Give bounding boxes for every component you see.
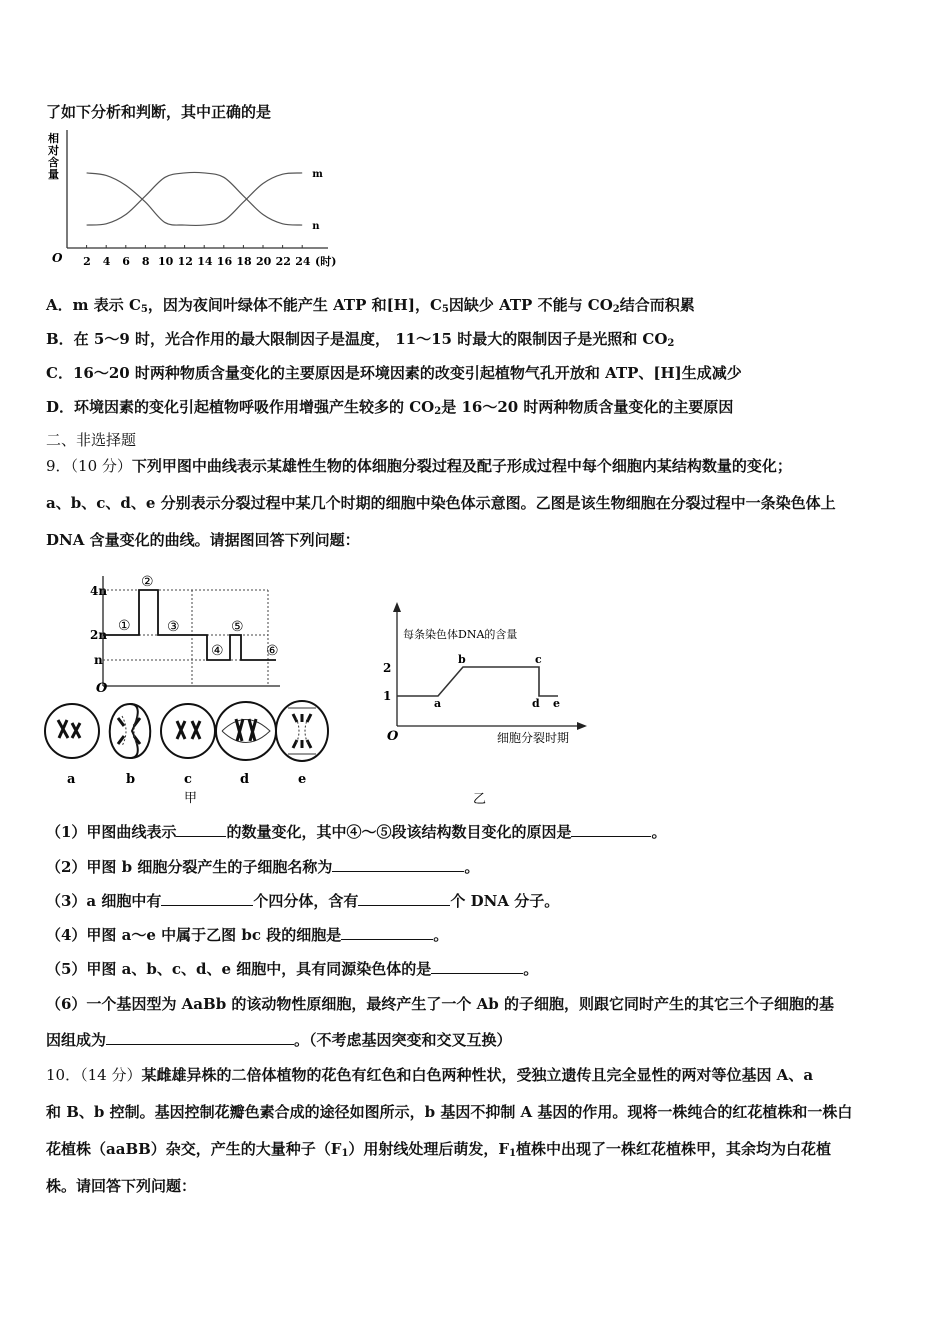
stage-4: ④ xyxy=(211,643,224,659)
yi-caption: 乙 xyxy=(473,792,487,807)
q9-sub4: （4）甲图 a～e 中属于乙图 bc 段的细胞是 。 xyxy=(46,926,449,944)
cell-e-label: e xyxy=(298,772,307,787)
stage-6: ⑥ xyxy=(266,643,279,659)
jia-ylabel-2n: 2n xyxy=(90,628,108,642)
x-tick-label: 2 xyxy=(83,255,91,268)
cell-c xyxy=(161,704,215,758)
chart-ylabel-2: 对 xyxy=(48,144,59,157)
origin-label: O xyxy=(52,251,63,265)
q9-sub6-line1: （6）一个基因型为 AaBb 的该动物性原细胞，最终产生了一个 Ab 的子细胞，则跟它同时产生的其它三个子细胞的基 xyxy=(46,995,834,1013)
cell-d-label: d xyxy=(240,772,250,787)
figure-jia xyxy=(40,568,340,808)
stage-5: ⑤ xyxy=(231,619,244,635)
x-tick-label: 16 xyxy=(216,255,233,268)
series-n-label: n xyxy=(312,221,320,233)
section-title: 二、非选择题 xyxy=(46,431,137,449)
x-tick-label: 12 xyxy=(177,255,193,268)
option-b: B．在 5～9 时，光合作用的最大限制因子是温度， 11～15 时最大的限制因子是光照和 $CO_2$ xyxy=(46,330,675,349)
q9-sub1: （1）甲图曲线表示 的数量变化，其中④～⑤段该结构数目变化的原因是 。 xyxy=(46,823,667,841)
option-d: D．环境因素的变化引起植物呼吸作用增强产生较多的 $CO_2$是 16～20 时两种物质含量变化的主要原因 xyxy=(46,398,734,417)
yi-origin: O xyxy=(387,729,399,744)
x-tick-label: 4 xyxy=(102,255,111,268)
yi-point-d: d xyxy=(532,697,540,710)
stage-2: ② xyxy=(141,574,154,590)
x-axis-label: (时) xyxy=(315,255,337,268)
jia-origin: O xyxy=(96,681,108,696)
x-tick-label: 24 xyxy=(295,255,311,268)
q9-line-3: DNA 含量变化的曲线。请据图回答下列问题： xyxy=(46,531,360,549)
yi-point-c: c xyxy=(535,653,542,666)
q10-line-1: 10．（14 分）某雌雄异株的二倍体植物的花色有红色和白色两种性状，受独立遗传且完全显性的两对等位基因 A、a xyxy=(46,1066,814,1084)
yi-tick-2: 2 xyxy=(383,661,392,675)
yi-tick-1: 1 xyxy=(383,689,392,703)
chart-ylabel-3: 含 xyxy=(48,156,59,169)
yi-ylabel: 每条染色体DNA的含量 xyxy=(403,628,518,641)
m-n-chart xyxy=(40,128,360,276)
x-tick-label: 8 xyxy=(141,255,150,268)
series-m-label: m xyxy=(312,168,323,180)
cell-a-label: a xyxy=(67,772,76,787)
x-tick-label: 20 xyxy=(256,255,272,268)
x-tick-label: 18 xyxy=(236,255,252,268)
option-a: A．m 表示 $C_5$，因为夜间叶绿体不能产生 ATP 和[H]，$C_5$因缺少 ATP 不能与 $CO_2$结合而积累 xyxy=(46,296,695,315)
yi-point-e: e xyxy=(553,697,560,710)
yi-point-b: b xyxy=(458,653,466,666)
cell-a xyxy=(45,704,99,758)
jia-ylabel-n: n xyxy=(94,653,103,667)
cell-d xyxy=(216,702,276,760)
yi-dna-curve xyxy=(397,667,558,696)
cell-b xyxy=(110,704,151,758)
series-m-line xyxy=(87,173,303,226)
series-n-line xyxy=(87,172,303,225)
q9-sub2: （2）甲图 b 细胞分裂产生的子细胞名称为 。 xyxy=(46,858,480,876)
option-c: C．16～20 时两种物质含量变化的主要原因是环境因素的改变引起植物气孔开放和 ATP、[H]生成减少 xyxy=(46,364,742,382)
x-tick-label: 10 xyxy=(158,255,174,268)
q9-sub5: （5）甲图 a、b、c、d、e 细胞中，具有同源染色体的是 。 xyxy=(46,960,539,978)
x-tick-label: 6 xyxy=(122,255,130,268)
chart-ylabel-1: 相 xyxy=(48,132,59,145)
figure-yi xyxy=(375,600,605,810)
jia-ylabel-4n: 4n xyxy=(90,584,108,598)
cell-b-label: b xyxy=(126,772,136,787)
intro-text: 了如下分析和判断，其中正确的是 xyxy=(46,103,272,121)
stage-3: ③ xyxy=(167,619,180,635)
cell-e xyxy=(276,701,328,761)
q9-line-2: a、b、c、d、e 分别表示分裂过程中某几个时期的细胞中染色体示意图。乙图是该生物细胞在分裂过程中一条染色体上 xyxy=(46,494,836,512)
yi-xlabel: 细胞分裂时期 xyxy=(497,731,570,745)
q9-line-1: 9．（10 分）下列甲图中曲线表示某雄性生物的体细胞分裂过程及配子形成过程中每个细胞内某结构数量的变化； xyxy=(46,457,792,475)
chart-ylabel-4: 量 xyxy=(48,168,59,181)
yi-point-a: a xyxy=(434,697,442,710)
q9-sub6-line2: 因组成为 。（不考虑基因突变和交叉互换） xyxy=(46,1031,512,1049)
x-tick-label: 14 xyxy=(197,255,213,268)
q9-sub3: （3）a 细胞中有 个四分体，含有 个 DNA 分子。 xyxy=(46,892,560,910)
cell-c-label: c xyxy=(184,772,192,787)
x-tick-label: 22 xyxy=(275,255,291,268)
q10-line-4: 株。请回答下列问题： xyxy=(46,1177,197,1195)
q10-line-2: 和 B、b 控制。基因控制花瓣色素合成的途径如图所示，b 基因不抑制 A 基因的作用。现将一株纯合的红花植株和一株白 xyxy=(46,1103,853,1121)
q10-line-3: 花植株（aaBB）杂交，产生的大量种子$(F_1)$用射线处理后萌发，$F_1$植株中出现了一株红花植株甲，其余均为白花植 xyxy=(46,1140,832,1159)
stage-1: ① xyxy=(118,618,131,634)
jia-caption: 甲 xyxy=(184,791,198,806)
